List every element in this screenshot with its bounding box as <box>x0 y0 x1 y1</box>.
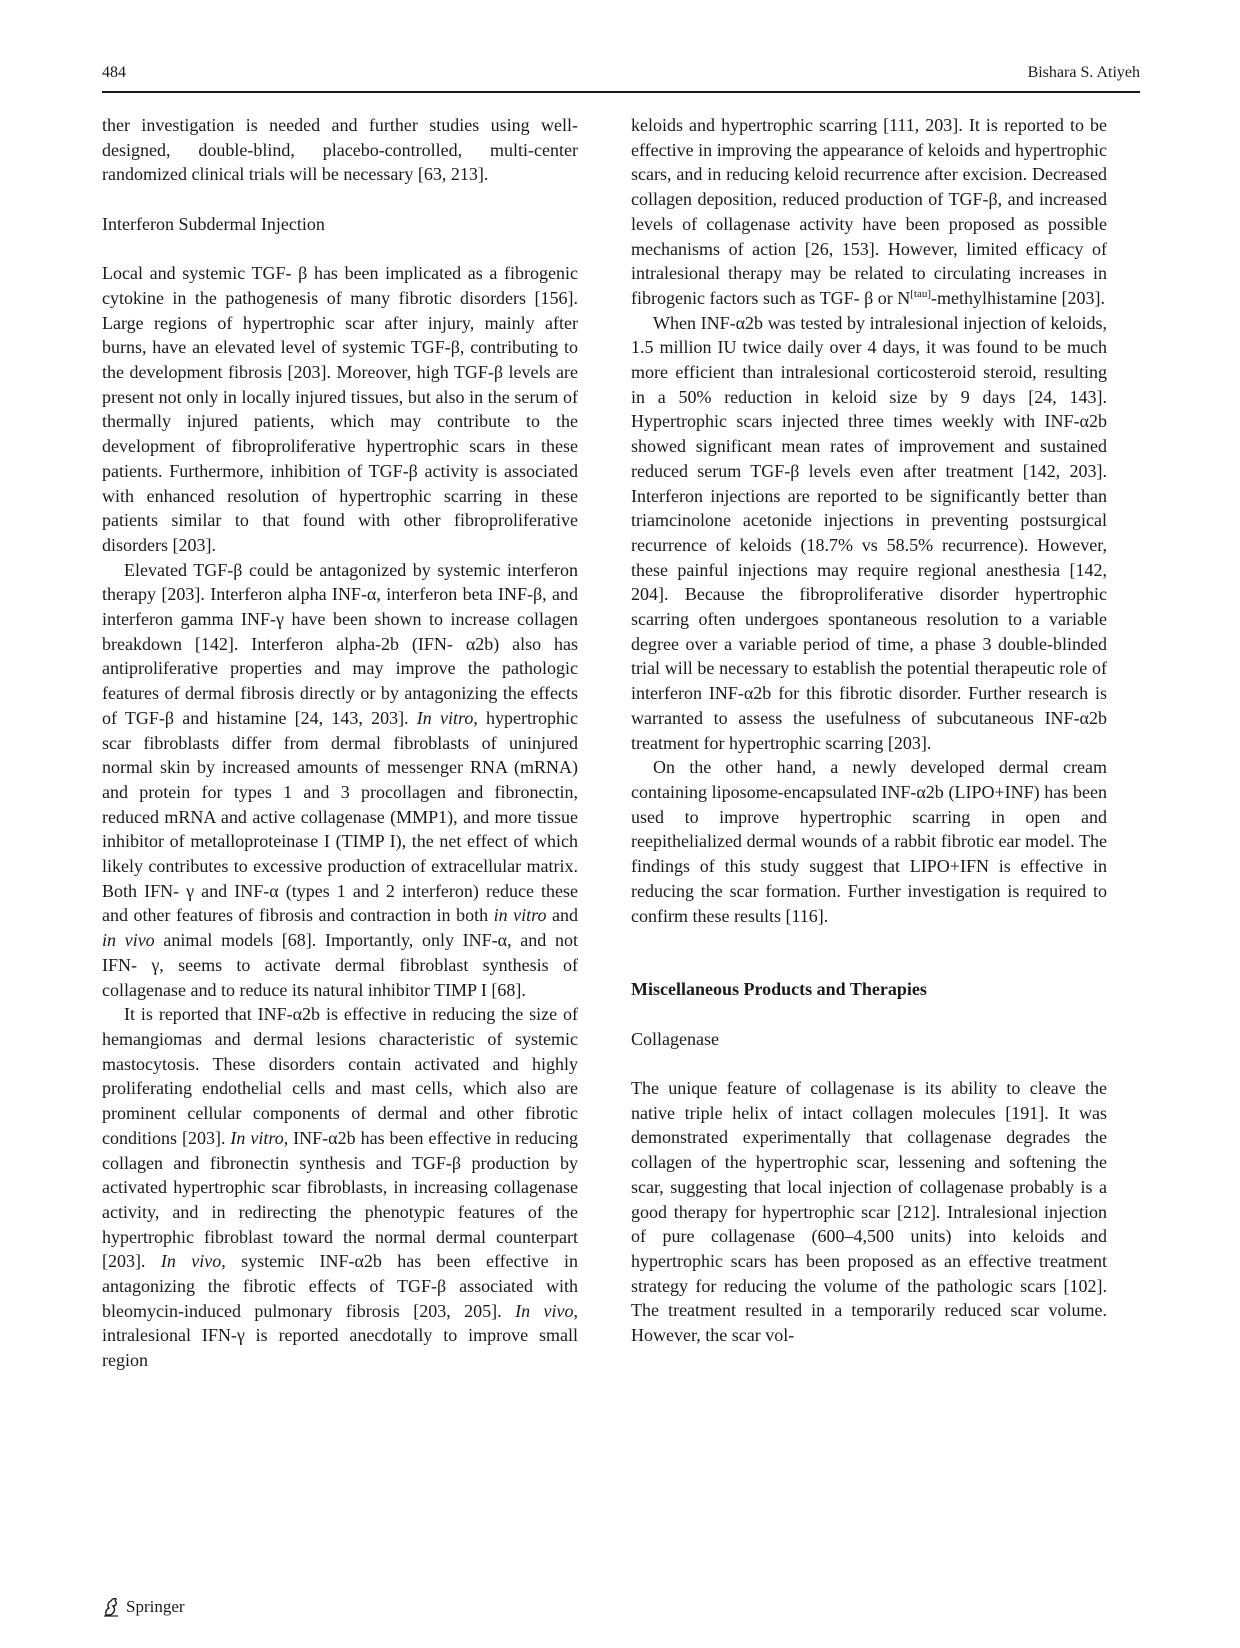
header-rule <box>102 91 1140 93</box>
paragraph-inf-a2b: It is reported that INF-α2b is effective in reducing the size of hemangiomas and dermal lesions characteristic of systemic mastocytosis. These disorders contain activated and highly proliferating endothelial cells and mast cells, which also are prominent cellular components of dermal and other fibrotic conditions [203]. In vitro, INF-α2b has been effective in reducing collagen and fibronectin synthesis and TGF-β production by activated hypertrophic scar fibroblasts, in increasing collagenase activity, and in redirecting the phenotypic features of the hypertrophic fibroblast toward the normal dermal counterpart [203]. In vivo, systemic INF-α2b has been effective in antagonizing the fibrotic effects of TGF-β associated with bleomycin-induced pulmonary fibrosis [203, 205]. In vivo, intralesional IFN-γ is reported anecdotally to improve small region <box>102 1004 578 1371</box>
running-author: Bishara S. Atiyeh <box>1027 64 1140 81</box>
subheading-collagenase: Collagenase <box>631 1028 719 1049</box>
paragraph-lipo-inf: On the other hand, a newly developed dermal cream containing liposome-encapsulated INF-α2b (LIPO+INF) has been used to improve hypertrophic scarring in open and reepithelialized dermal wounds of a rabbit fibrotic ear model. The findings of this study suggest that LIPO+IFN is effective in reducing the scar formation. Further investigation is required to confirm these results [116]. <box>631 757 1107 926</box>
paragraph-elevated-tgf: Elevated TGF-β could be antagonized by systemic interferon therapy [203]. Interferon alpha INF-α, interferon beta INF-β, and interferon gamma INF-γ have been shown to increase collagen breakdown [142]. Interferon alpha-2b (IFN- α2b) also has antiproliferative properties and may improve the pathologic features of dermal fibrosis directly or by antagonizing the effects of TGF-β and histamine [24, 143, 203]. In vitro, hypertrophic scar fibroblasts differ from dermal fibroblasts of uninjured normal skin by increased amounts of messenger RNA (mRNA) and protein for types 1 and 3 procollagen and fibronectin, reduced mRNA and active collagenase (MMP1), and more tissue inhibitor of metalloproteinase I (TIMP I), the net effect of which likely contributes to excessive production of extracellular matrix. Both IFN- γ and INF-α (types 1 and 2 interferon) reduce these and other features of fibrosis and contraction in both in vitro and in vivo animal models [68]. Importantly, only INF-α, and not IFN- γ, seems to activate dermal fibroblast synthesis of collagenase and to reduce its natural inhibitor TIMP I [68]. <box>102 559 579 1000</box>
publisher-footer <box>102 1597 185 1617</box>
right-column <box>631 113 1107 1348</box>
left-column <box>102 113 578 1373</box>
subheading-interferon: Interferon Subdermal Injection <box>102 213 325 234</box>
paragraph-intro: ther investigation is needed and further studies using well-designed, double-blind, placebo-controlled, multi-center randomized clinical trials will be necessary [63, 213]. <box>102 115 578 185</box>
publisher-name: Springer <box>126 1597 185 1616</box>
paragraph-tgf-beta: Local and systemic TGF- β has been implicated as a fibrogenic cytokine in the pathogenesis of many fibrotic disorders [156]. Large regions of hypertrophic scar after injury, mainly after burns, have an elevated level of systemic TGF-β, contributing to the development fibrosis [203]. Moreover, high TGF-β levels are present not only in locally injured tissues, but also in the serum of thermally injured patients, which may contribute to the development of fibroproliferative hypertrophic scars in these patients. Furthermore, inhibition of TGF-β activity is associated with enhanced resolution of hypertrophic scarring in these patients similar to that found with other fibroproliferative disorders [203]. <box>102 263 578 555</box>
heading-misc-products: Miscellaneous Products and Therapies <box>631 979 927 1000</box>
paragraph-keloids: keloids and hypertrophic scarring [111, 203]. It is reported to be effective in improving the appearance of keloids and hypertrophic scars, and in reducing keloid recurrence after excision. Decreased collagen deposition, reduced production of TGF-β, and increased levels of collagenase activity have been proposed as possible mechanisms of action [26, 153]. However, limited efficacy of intralesional therapy may be related to circulating increases in fibrogenic factors such as TGF- β or N[tau]-methylhistamine [203]. <box>631 115 1107 308</box>
springer-horse-icon <box>102 1597 120 1617</box>
paragraph-collagenase: The unique feature of collagenase is its ability to cleave the native triple helix of intact collagen molecules [191]. It was demonstrated experimentally that collagenase degrades the collagen of the hypertrophic scar, lessening and softening the scar, suggesting that local injection of collagenase probably is a good therapy for hypertrophic scar [212]. Intralesional injection of pure collagenase (600–4,500 units) into keloids and hypertrophic scars has been proposed as an effective treatment strategy for reducing the volume of the pathologic scars [102]. The treatment resulted in a temporarily reduced scar volume. However, the scar vol- <box>631 1077 1107 1346</box>
running-header <box>102 64 1140 90</box>
paragraph-intralesional: When INF-α2b was tested by intralesional injection of keloids, 1.5 million IU twice daily over 4 days, it was found to be much more efficient than intralesional corticosteroid steroid, resulting in a 50% reduction in keloid size by 9 days [24, 143]. Hypertrophic scars injected three times weekly with INF-α2b showed significant mean rates of improvement and sustained reduced serum TGF-β levels even after treatment [142, 203]. Interferon injections are reported to be significantly better than triamcinolone acetonide injections in preventing postsurgical recurrence of keloids (18.7% vs 58.5% recurrence). However, these painful injections may require regional anesthesia [142, 204]. Because the fibroproliferative disorder hypertrophic scarring often undergoes spontaneous resolution to a variable degree over a variable period of time, a phase 3 double-blinded trial will be necessary to establish the potential therapeutic role of interferon INF-α2b for this fibrotic disorder. Further research is warranted to assess the usefulness of subcutaneous INF-α2b treatment for hypertrophic scarring [203]. <box>631 312 1107 753</box>
page-number: 484 <box>102 64 126 81</box>
